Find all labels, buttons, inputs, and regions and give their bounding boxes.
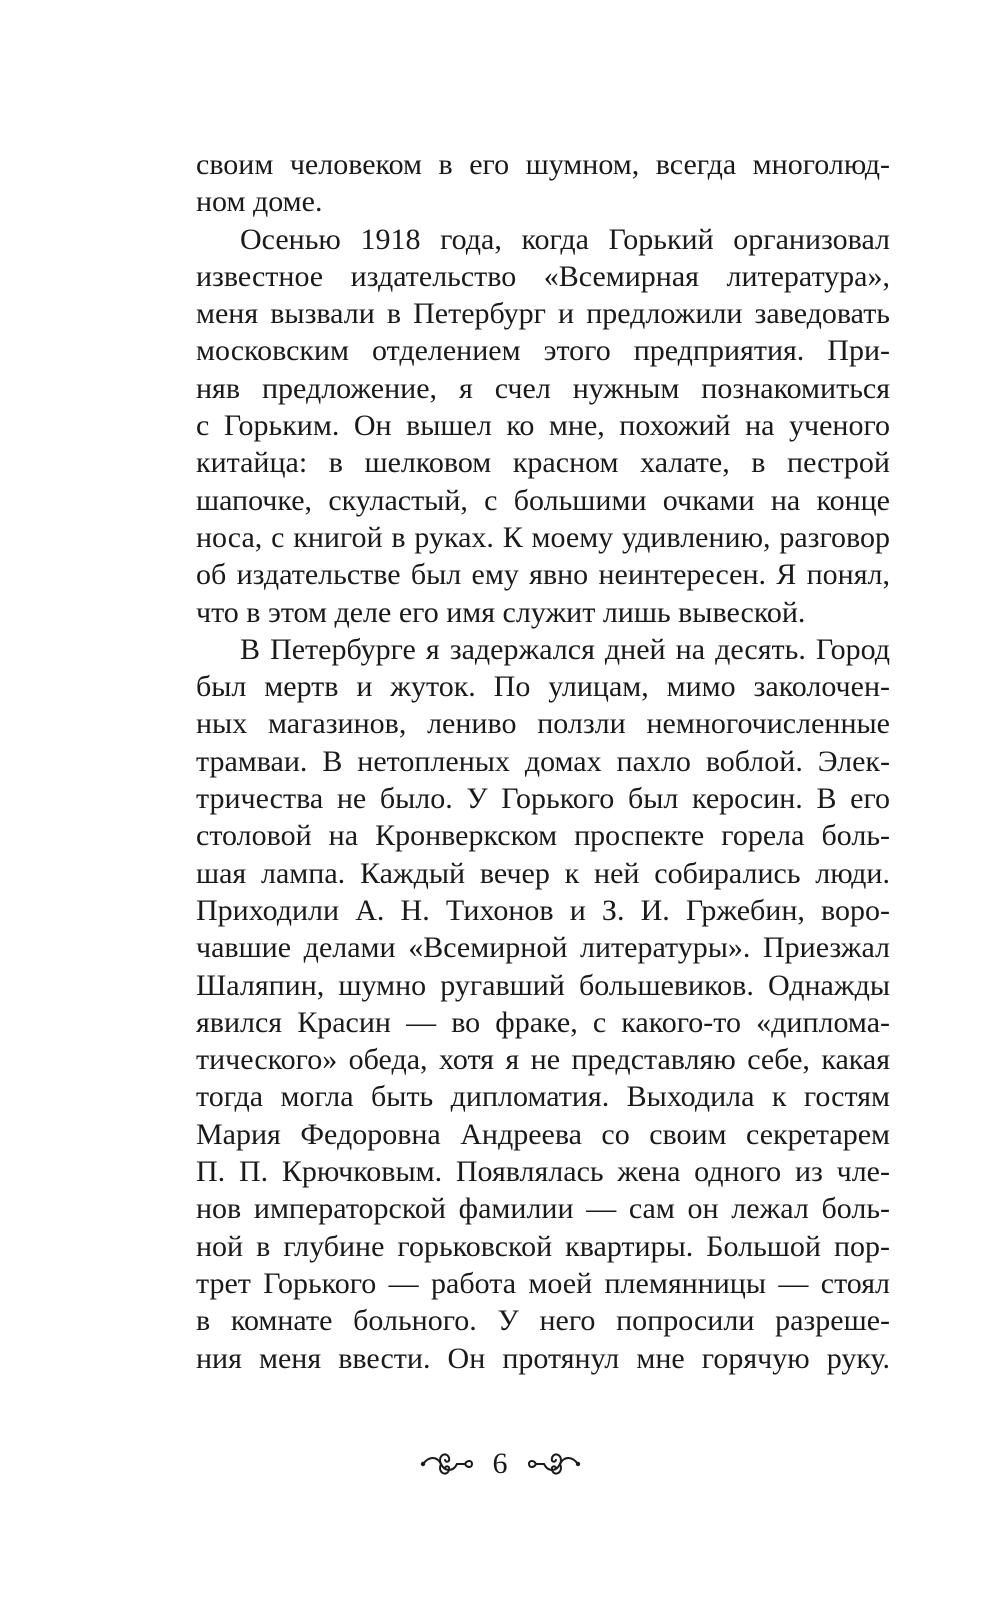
- text-line-16: ных магазинов, лениво ползли немногочисленные: [196, 707, 890, 741]
- text-line-15: был мертв и жуток. По улицам, мимо заколочен-: [196, 670, 890, 704]
- left-flourish-icon: [419, 1449, 475, 1479]
- right-flourish-icon: [526, 1449, 582, 1479]
- text-line-7: няв предложение, я счел нужным познакомиться: [196, 371, 890, 405]
- text-line-9: китайца: в шелковом красном халате, в пестрой: [196, 446, 890, 480]
- text-line-20: шая лампа. Каждый вечер к ней собирались люди.: [196, 856, 890, 890]
- text-line-27: Мария Федоровна Андреева со своим секретарем: [196, 1117, 890, 1151]
- text-line-11: носа, с книгой в руках. К моему удивлению, разговор: [196, 520, 890, 554]
- text-line-32: в комнате больного. У него попросили разреше-: [196, 1304, 890, 1338]
- text-line-17: трамваи. В нетопленых домах пахло воблой. Элек-: [196, 744, 890, 778]
- text-line-4: известное издательство «Всемирная литература»,: [196, 259, 890, 293]
- page-body-text: [196, 146, 890, 1377]
- text-line-14: В Петербурге я задержался дней на десять. Город: [240, 632, 890, 666]
- text-line-2: ном доме.: [196, 185, 323, 219]
- text-line-22: чавшие делами «Всемирной литературы». Приезжал: [196, 931, 890, 965]
- text-line-21: Приходили А. Н. Тихонов и З. И. Гржебин, воро-: [196, 893, 890, 927]
- text-line-3: Осенью 1918 года, когда Горький организовал: [240, 222, 890, 256]
- text-line-24: явился Красин — во фраке, с какого-то «диплома-: [196, 1005, 890, 1039]
- text-line-5: меня вызвали в Петербург и предложили заведовать: [196, 297, 890, 331]
- text-line-12: об издательстве был ему явно неинтересен. Я понял,: [196, 558, 890, 592]
- text-line-26: тогда могла быть дипломатия. Выходила к гостям: [196, 1080, 890, 1114]
- page-number: 6: [492, 1447, 508, 1480]
- text-line-30: ной в глубине горьковской квартиры. Большой пор-: [196, 1229, 890, 1263]
- text-line-23: Шаляпин, шумно ругавший большевиков. Однажды: [196, 968, 890, 1002]
- text-line-29: нов императорской фамилии — сам он лежал боль-: [196, 1192, 890, 1226]
- text-line-28: П. П. Крючковым. Появлялась жена одного из чле-: [196, 1155, 890, 1189]
- text-line-25: тического» обеда, хотя я не представляю себе, какая: [196, 1043, 890, 1077]
- text-line-33: ния меня ввести. Он протянул мне горячую руку.: [196, 1341, 890, 1375]
- text-line-13: что в этом деле его имя служит лишь вывеской.: [196, 595, 806, 629]
- text-line-19: столовой на Кронверкском проспекте горела боль-: [196, 819, 890, 853]
- text-line-1: своим человеком в его шумном, всегда многолюд-: [196, 148, 890, 181]
- text-line-6: московским отделением этого предприятия. При-: [196, 334, 890, 368]
- text-line-8: с Горьким. Он вышел ко мне, похожий на ученого: [196, 409, 890, 443]
- page-footer: [0, 1442, 1000, 1486]
- text-line-31: трет Горького — работа моей племянницы — стоял: [196, 1266, 890, 1300]
- text-line-10: шапочке, скуластый, с большими очками на конце: [196, 483, 890, 517]
- text-line-18: тричества не было. У Горького был керосин. В его: [196, 782, 890, 816]
